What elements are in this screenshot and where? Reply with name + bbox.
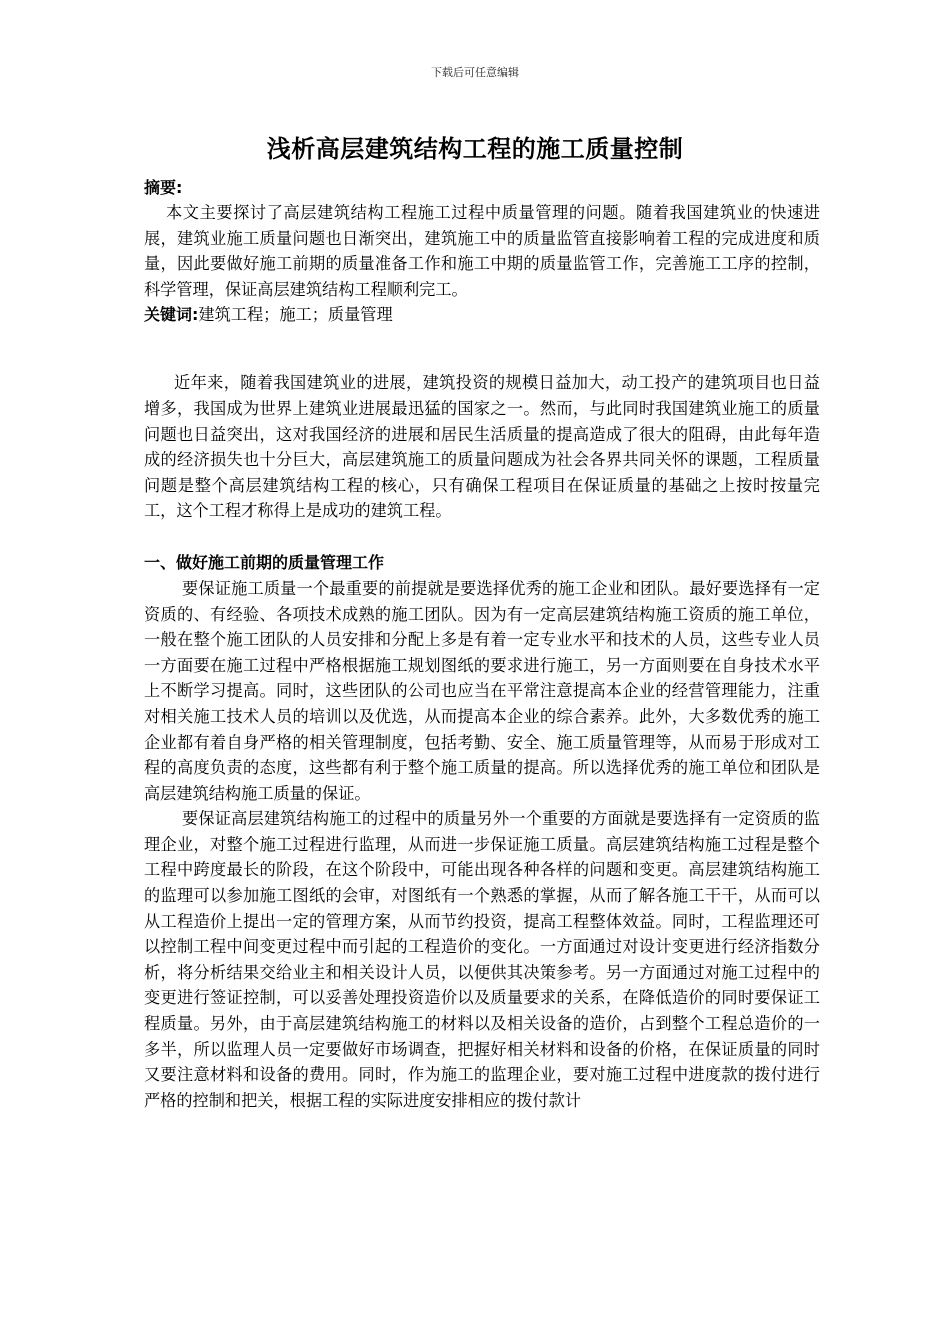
- paragraph-spacer: [144, 344, 820, 370]
- keywords-label: 关键词:: [144, 305, 199, 325]
- keywords-value: 建筑工程；施工；质量管理: [198, 305, 393, 325]
- abstract-text: 本文主要探讨了高层建筑结构工程施工过程中质量管理的问题。随着我国建筑业的快速进展，建筑业施工质量问题也日渐突出，建筑施工中的质量监管直接影响着工程的完成进度和质量，因此要做好施工前期的质量准备工作和施工中期的质量监管工作，完善施工工序的控制，科学管理，保证高层建筑结构工程顺利完工。: [144, 203, 820, 299]
- document-title: 浅析高层建筑结构工程的施工质量控制: [266, 135, 684, 163]
- abstract-label: 摘要:: [144, 178, 183, 197]
- page-header-note: 下载后可任意编辑: [431, 66, 519, 79]
- section-spacer: [144, 524, 820, 550]
- section-paragraph-1: 要保证施工质量一个最重要的前提就是要选择优秀的施工企业和团队。最好要选择有一定资质的、有经验、各项技术成熟的施工团队。因为有一定高层建筑结构施工资质的施工单位，一般在整个施工团队的人员安排和分配上多是有着一定专业水平和技术的人员，这些专业人员一方面要在施工过程中严格根据施工规划图纸的要求进行施工，另一方面则要在自身技术水平上不断学习提高。同时，这些团队的公司也应当在平常注意提高本企业的经营管理能力，注重对相关施工技术人员的培训以及优选，从而提高本企业的综合素养。此外，大多数优秀的施工企业都有着自身严格的相关管理制度，包括考勤、安全、施工质量管理等，从而易于形成对工程的高度负责的态度，这些都有利于整个施工质量的提高。所以选择优秀的施工单位和团队是高层建筑结构施工质量的保证。: [144, 578, 820, 803]
- document-body: [144, 176, 820, 1113]
- section-heading: 一、做好施工前期的质量管理工作: [144, 552, 385, 572]
- keywords-line: [144, 302, 820, 328]
- section-paragraph-2: 要保证高层建筑结构施工的过程中的质量另外一个重要的方面就是要选择有一定资质的监理企业，对整个施工过程进行监理，从而进一步保证施工质量。高层建筑结构施工过程是整个工程中跨度最长的阶段，在这个阶段中，可能出现各种各样的问题和变更。高层建筑结构施工的监理可以参加施工图纸的会审，对图纸有一个熟悉的掌握，从而了解各施工干干，从而可以从工程造价上提出一定的管理方案，从而节约投资，提高工程整体效益。同时，工程监理还可以控制工程中间变更过程中而引起的工程造价的变化。一方面通过对设计变更进行经济指数分析，将分析结果交给业主和相关设计人员，以便供其决策参考。另一方面通过对施工过程中的变更进行签证控制，可以妥善处理投资造价以及质量要求的关系，在降低造价的同时要保证工程质量。另外，由于高层建筑结构施工的材料以及相关设备的造价，占到整个工程总造价的一多半，所以监理人员一定要做好市场调查，把握好相关材料和设备的价格，在保证质量的同时又要注意材料和设备的费用。同时，作为施工的监理企业，要对施工过程中进度款的拨付进行严格的控制和把关，根据工程的实际进度安排相应的拨付款计: [144, 809, 820, 1110]
- intro-paragraph: 近年来，随着我国建筑业的进展，建筑投资的规模日益加大，动工投产的建筑项目也日益增多，我国成为世界上建筑业进展最迅猛的国家之一。然而，与此同时我国建筑业施工的质量问题也日益突出，这对我国经济的进展和居民生活质量的提高造成了很大的阻碍，由此每年造成的经济损失也十分巨大，高层建筑施工的质量问题成为社会各界共同关怀的课题，工程质量问题是整个高层建筑结构工程的核心，只有确保工程项目在保证质量的基础之上按时按量完工，这个工程才称得上是成功的建筑工程。: [144, 373, 820, 521]
